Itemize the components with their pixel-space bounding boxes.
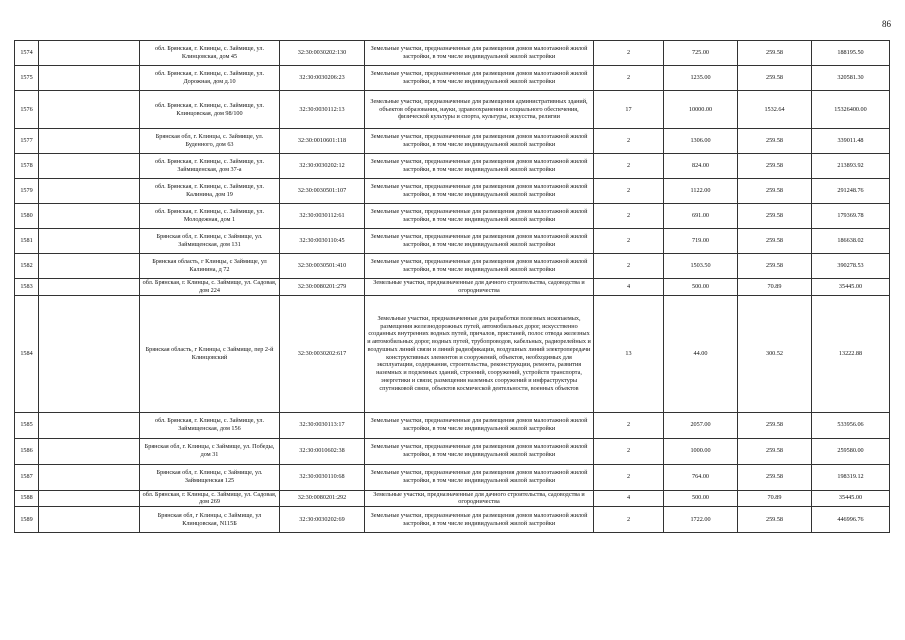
table-row xyxy=(15,254,890,279)
spacer-cell xyxy=(39,129,140,154)
group-cell: 2 xyxy=(594,254,664,279)
table-row xyxy=(15,154,890,179)
specific-value-cell: 259.58 xyxy=(738,179,812,204)
land-purpose-cell: Земельные участки, предназначенные для размещения домов малоэтажной жилой застройки, в том числе индивидуальной жилой застройки xyxy=(365,412,594,438)
specific-value-cell: 259.58 xyxy=(738,41,812,66)
cadastral-value-cell: 533956.06 xyxy=(812,412,890,438)
specific-value-cell: 259.58 xyxy=(738,154,812,179)
spacer-cell xyxy=(39,279,140,296)
cadastral-number-cell: 32:30:0030202:617 xyxy=(280,295,365,412)
row-number-cell: 1589 xyxy=(15,507,39,533)
land-purpose-cell: Земельные участки, предназначенные для размещения домов малоэтажной жилой застройки, в том числе индивидуальной жилой застройки xyxy=(365,204,594,229)
area-cell: 500.00 xyxy=(664,490,738,507)
group-cell: 2 xyxy=(594,464,664,490)
land-purpose-cell: Земельные участки, предназначенные для размещения домов малоэтажной жилой застройки, в том числе индивидуальной жилой застройки xyxy=(365,438,594,464)
row-number-cell: 1588 xyxy=(15,490,39,507)
table-row xyxy=(15,91,890,129)
cadastral-value-cell: 13222.88 xyxy=(812,295,890,412)
group-cell: 2 xyxy=(594,438,664,464)
cadastral-number-cell: 32:30:0080201:292 xyxy=(280,490,365,507)
area-cell: 725.00 xyxy=(664,41,738,66)
group-cell: 2 xyxy=(594,41,664,66)
land-purpose-cell: Земельные участки, предназначенные для размещения домов малоэтажной жилой застройки, в том числе индивидуальной жилой застройки xyxy=(365,229,594,254)
group-cell: 2 xyxy=(594,179,664,204)
cadastral-number-cell: 32:30:0010602:38 xyxy=(280,438,365,464)
spacer-cell xyxy=(39,490,140,507)
cadastral-number-cell: 32:30:0030110:45 xyxy=(280,229,365,254)
table-row xyxy=(15,279,890,296)
specific-value-cell: 259.58 xyxy=(738,464,812,490)
address-cell: обл. Брянская, г. Клинцы, с. Займище, ул. Займищенская, дом 156 xyxy=(140,412,280,438)
row-number-cell: 1579 xyxy=(15,179,39,204)
address-cell: обл. Брянская, г. Клинцы, с. Займище, ул. Садовая, дом 269 xyxy=(140,490,280,507)
row-number-cell: 1586 xyxy=(15,438,39,464)
area-cell: 2057.00 xyxy=(664,412,738,438)
specific-value-cell: 259.58 xyxy=(738,254,812,279)
table-row xyxy=(15,464,890,490)
row-number-cell: 1584 xyxy=(15,295,39,412)
group-cell: 4 xyxy=(594,279,664,296)
spacer-cell xyxy=(39,464,140,490)
land-purpose-cell: Земельные участки, предназначенные для размещения домов малоэтажной жилой застройки, в том числе индивидуальной жилой застройки xyxy=(365,507,594,533)
group-cell: 2 xyxy=(594,204,664,229)
cadastral-number-cell: 32:30:0030112:61 xyxy=(280,204,365,229)
table-row xyxy=(15,295,890,412)
specific-value-cell: 259.58 xyxy=(738,204,812,229)
cadastral-number-cell: 32:30:0010601:118 xyxy=(280,129,365,154)
cadastral-value-cell: 320581.30 xyxy=(812,66,890,91)
group-cell: 13 xyxy=(594,295,664,412)
land-purpose-cell: Земельные участки, предназначенные для разработки полезных ископаемых, размещения железнодорожных путей, автомобильных дорог, искусственно созданных внутренних водных путей, причалов, пристаней, полос отвода железных и автомобильных дорог, водных путей, трубопроводов, кабельных, радиорелейных и воздушных линий связи и линий радиофикации, воздушных линий электропередачи конструктивных элементов и сооружений, объектов, необходимых для эксплуатации, содержания, строительства, реконструкции, ремонта, развития наземных и подземных зданий, строений, сооружений, устройств транспорта, энергетики и связи; размещения наземных сооружений и инфраструктуры спутниковой связи, объектов космической деятельности, военных объектов xyxy=(365,295,594,412)
cadastral-number-cell: 32:30:0030202:130 xyxy=(280,41,365,66)
spacer-cell xyxy=(39,91,140,129)
specific-value-cell: 259.58 xyxy=(738,66,812,91)
group-cell: 2 xyxy=(594,154,664,179)
land-purpose-cell: Земельные участки, предназначенные для размещения административных зданий, объектов образования, науки, здравоохранения и социального обеспечения, физической культуры и спорта, культуры, искусства, религии xyxy=(365,91,594,129)
group-cell: 4 xyxy=(594,490,664,507)
cadastral-value-cell: 390278.53 xyxy=(812,254,890,279)
cadastral-number-cell: 32:30:0030113:17 xyxy=(280,412,365,438)
area-cell: 1000.00 xyxy=(664,438,738,464)
cadastral-value-cell: 35445.00 xyxy=(812,279,890,296)
spacer-cell xyxy=(39,507,140,533)
row-number-cell: 1585 xyxy=(15,412,39,438)
land-purpose-cell: Земельные участки, предназначенные для размещения домов малоэтажной жилой застройки, в том числе индивидуальной жилой застройки xyxy=(365,66,594,91)
cadastral-number-cell: 32:30:0030202:69 xyxy=(280,507,365,533)
spacer-cell xyxy=(39,66,140,91)
table-row xyxy=(15,41,890,66)
cadastral-value-table xyxy=(14,40,890,533)
spacer-cell xyxy=(39,229,140,254)
cadastral-value-cell: 35445.00 xyxy=(812,490,890,507)
address-cell: Брянская область, г Клинцы, с Займище, ул Калинина, д 72 xyxy=(140,254,280,279)
area-cell: 691.00 xyxy=(664,204,738,229)
address-cell: обл. Брянская, г. Клинцы, с. Займище, ул. Молодежная, дом 1 xyxy=(140,204,280,229)
row-number-cell: 1587 xyxy=(15,464,39,490)
address-cell: обл. Брянская, г. Клинцы, с. Займище, ул. Калинина, дом 19 xyxy=(140,179,280,204)
table-row xyxy=(15,179,890,204)
land-purpose-cell: Земельные участки, предназначенные для размещения домов малоэтажной жилой застройки, в том числе индивидуальной жилой застройки xyxy=(365,464,594,490)
specific-value-cell: 259.58 xyxy=(738,229,812,254)
table-row xyxy=(15,204,890,229)
spacer-cell xyxy=(39,254,140,279)
area-cell: 824.00 xyxy=(664,154,738,179)
land-purpose-cell: Земельные участки, предназначенные для размещения домов малоэтажной жилой застройки, в том числе индивидуальной жилой застройки xyxy=(365,179,594,204)
address-cell: обл. Брянская, г. Клинцы, с. Займище, ул. Дорожная, дом д.10 xyxy=(140,66,280,91)
address-cell: Брянская обл, г. Клинцы, с Займище, ул. Займищенская 125 xyxy=(140,464,280,490)
specific-value-cell: 300.52 xyxy=(738,295,812,412)
table-row xyxy=(15,412,890,438)
land-purpose-cell: Земельные участки, предназначенные для дачного строительства, садоводства и огородничества xyxy=(365,490,594,507)
cadastral-number-cell: 32:30:0030112:13 xyxy=(280,91,365,129)
specific-value-cell: 259.58 xyxy=(738,438,812,464)
area-cell: 1122.00 xyxy=(664,179,738,204)
address-cell: обл. Брянская, г. Клинцы, с. Займище, ул. Садовая, дом 224 xyxy=(140,279,280,296)
cadastral-number-cell: 32:30:0030501:410 xyxy=(280,254,365,279)
row-number-cell: 1582 xyxy=(15,254,39,279)
cadastral-value-cell: 259580.00 xyxy=(812,438,890,464)
area-cell: 1722.00 xyxy=(664,507,738,533)
group-cell: 2 xyxy=(594,412,664,438)
row-number-cell: 1577 xyxy=(15,129,39,154)
spacer-cell xyxy=(39,179,140,204)
table-row xyxy=(15,66,890,91)
cadastral-number-cell: 32:30:0030110:68 xyxy=(280,464,365,490)
cadastral-number-cell: 32:30:0030202:12 xyxy=(280,154,365,179)
address-cell: обл. Брянская, г. Клинцы, с. Займище, ул. Займищенская, дом 37-а xyxy=(140,154,280,179)
land-purpose-cell: Земельные участки, предназначенные для размещения домов малоэтажной жилой застройки, в том числе индивидуальной жилой застройки xyxy=(365,154,594,179)
cadastral-value-cell: 15326400.00 xyxy=(812,91,890,129)
land-purpose-cell: Земельные участки, предназначенные для размещения домов малоэтажной жилой застройки, в том числе индивидуальной жилой застройки xyxy=(365,129,594,154)
table-row xyxy=(15,229,890,254)
address-cell: Брянская обл, г. Клинцы, с. Займище, ул. Буденного, дом 63 xyxy=(140,129,280,154)
area-cell: 1503.50 xyxy=(664,254,738,279)
area-cell: 1306.00 xyxy=(664,129,738,154)
area-cell: 1235.00 xyxy=(664,66,738,91)
row-number-cell: 1576 xyxy=(15,91,39,129)
address-cell: Брянская обл, г. Клинцы, с Займище, ул. Займищенская, дом 131 xyxy=(140,229,280,254)
specific-value-cell: 1532.64 xyxy=(738,91,812,129)
spacer-cell xyxy=(39,154,140,179)
spacer-cell xyxy=(39,41,140,66)
address-cell: Брянская обл, г Клинцы, с Займище, ул Клинцовская, N115Б xyxy=(140,507,280,533)
group-cell: 2 xyxy=(594,129,664,154)
specific-value-cell: 259.58 xyxy=(738,507,812,533)
area-cell: 10000.00 xyxy=(664,91,738,129)
cadastral-value-cell: 188195.50 xyxy=(812,41,890,66)
cadastral-value-cell: 446996.76 xyxy=(812,507,890,533)
cadastral-number-cell: 32:30:0030501:107 xyxy=(280,179,365,204)
group-cell: 2 xyxy=(594,66,664,91)
cadastral-value-cell: 198319.12 xyxy=(812,464,890,490)
table-row xyxy=(15,438,890,464)
row-number-cell: 1581 xyxy=(15,229,39,254)
specific-value-cell: 259.58 xyxy=(738,412,812,438)
area-cell: 719.00 xyxy=(664,229,738,254)
address-cell: Брянская обл, г. Клинцы, с Займище, ул. Победы, дом 31 xyxy=(140,438,280,464)
page-number: 86 xyxy=(882,19,891,29)
specific-value-cell: 259.58 xyxy=(738,129,812,154)
land-purpose-cell: Земельные участки, предназначенные для дачного строительства, садоводства и огородничества xyxy=(365,279,594,296)
group-cell: 17 xyxy=(594,91,664,129)
row-number-cell: 1583 xyxy=(15,279,39,296)
cadastral-value-cell: 339011.48 xyxy=(812,129,890,154)
cadastral-value-cell: 186638.02 xyxy=(812,229,890,254)
land-purpose-cell: Земельные участки, предназначенные для размещения домов малоэтажной жилой застройки, в том числе индивидуальной жилой застройки xyxy=(365,254,594,279)
area-cell: 500.00 xyxy=(664,279,738,296)
spacer-cell xyxy=(39,295,140,412)
cadastral-value-cell: 291248.76 xyxy=(812,179,890,204)
land-purpose-cell: Земельные участки, предназначенные для размещения домов малоэтажной жилой застройки, в том числе индивидуальной жилой застройки xyxy=(365,41,594,66)
cadastral-value-cell: 213893.92 xyxy=(812,154,890,179)
row-number-cell: 1580 xyxy=(15,204,39,229)
cadastral-value-cell: 179369.78 xyxy=(812,204,890,229)
spacer-cell xyxy=(39,204,140,229)
row-number-cell: 1574 xyxy=(15,41,39,66)
table-row xyxy=(15,507,890,533)
table-row xyxy=(15,490,890,507)
area-cell: 764.00 xyxy=(664,464,738,490)
address-cell: обл. Брянская, г. Клинцы, с. Займище, ул. Клинцовская, дом 45 xyxy=(140,41,280,66)
specific-value-cell: 70.89 xyxy=(738,490,812,507)
spacer-cell xyxy=(39,438,140,464)
row-number-cell: 1578 xyxy=(15,154,39,179)
row-number-cell: 1575 xyxy=(15,66,39,91)
cadastral-number-cell: 32:30:0080201:279 xyxy=(280,279,365,296)
address-cell: обл. Брянская, г. Клинцы, с. Займище, ул. Клинцовская, дом 98/100 xyxy=(140,91,280,129)
area-cell: 44.00 xyxy=(664,295,738,412)
group-cell: 2 xyxy=(594,229,664,254)
cadastral-number-cell: 32:30:0030206:23 xyxy=(280,66,365,91)
spacer-cell xyxy=(39,412,140,438)
address-cell: Брянская область, г Клинцы, с Займище, пер 2-й Клинцовский xyxy=(140,295,280,412)
group-cell: 2 xyxy=(594,507,664,533)
specific-value-cell: 70.89 xyxy=(738,279,812,296)
table-row xyxy=(15,129,890,154)
